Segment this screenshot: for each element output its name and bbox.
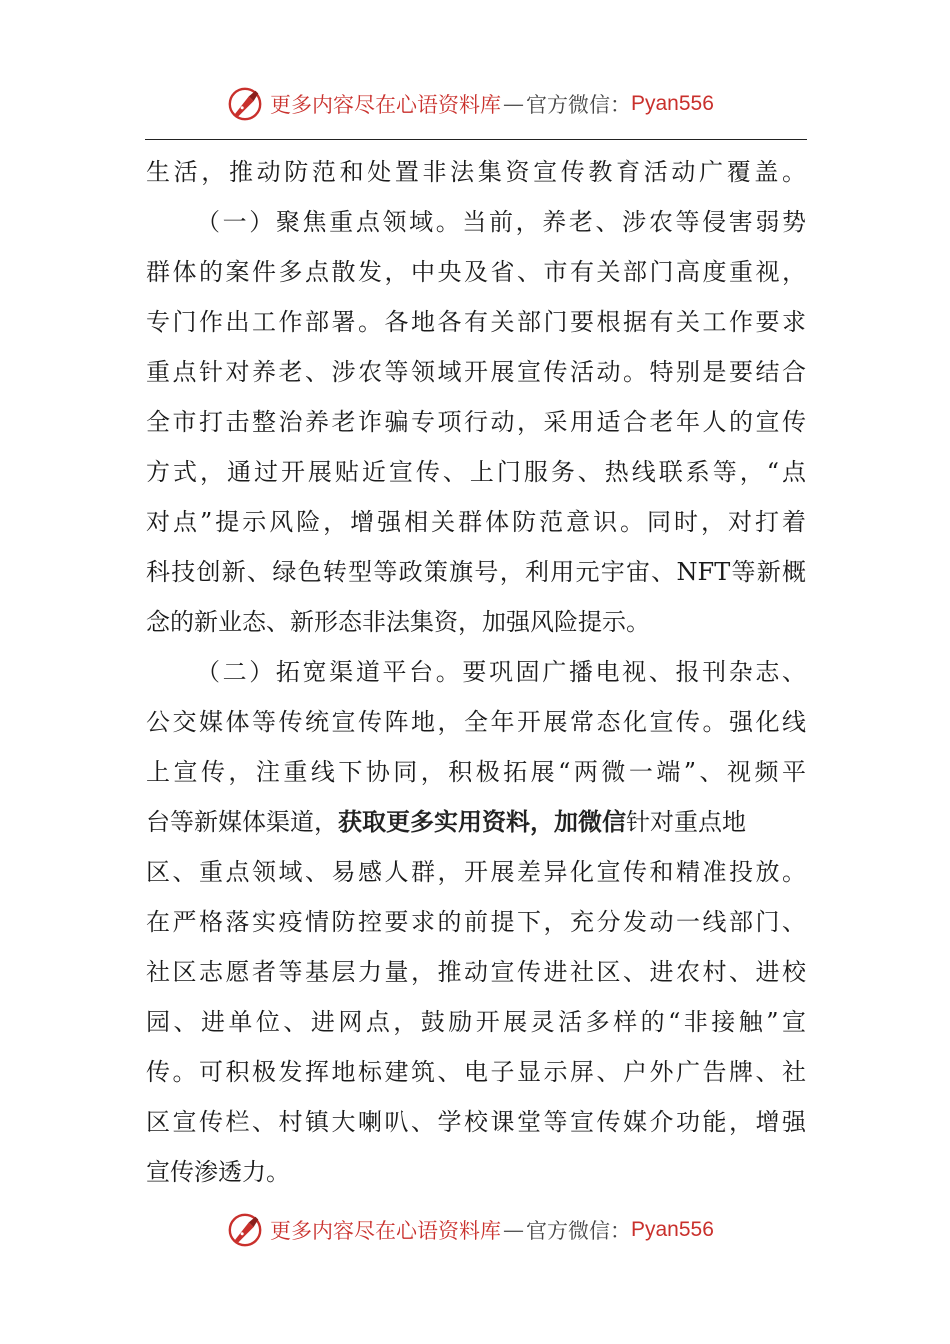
pen-nib-logo-icon bbox=[226, 1211, 264, 1249]
header-site-text: 更多内容尽在心语资料库 bbox=[270, 93, 501, 117]
body-line: 宣传渗透力。 bbox=[146, 1158, 290, 1186]
body-segment: 台等新媒体渠道， bbox=[146, 808, 338, 836]
body-line: 群体的案件多点散发，中央及省、市有关部门高度重视， bbox=[146, 258, 806, 286]
body-line: 公交媒体等传统宣传阵地，全年开展常态化宣传。强化线 bbox=[146, 708, 806, 736]
body-line: 社区志愿者等基层力量，推动宣传进社区、进农村、进校 bbox=[146, 958, 806, 986]
body-line: 念的新业态、新形态非法集资，加强风险提示。 bbox=[146, 608, 650, 636]
body-line-mixed bbox=[146, 797, 806, 847]
footer-wechat-label: 官方微信： bbox=[526, 1219, 631, 1243]
body-segment: 针对重点地 bbox=[626, 808, 746, 836]
header-wechat-label: 官方微信： bbox=[526, 93, 631, 117]
body-line: 重点针对养老、涉农等领域开展宣传活动。特别是要结合 bbox=[146, 358, 806, 386]
body-line: 全市打击整治养老诈骗专项行动，采用适合老年人的宣传 bbox=[146, 408, 806, 436]
body-line: 专门作出工作部署。各地各有关部门要根据有关工作要求 bbox=[146, 308, 806, 336]
footer-wechat-id: Pyan556 bbox=[631, 1218, 714, 1241]
document-body bbox=[146, 147, 806, 1197]
header-separator: — bbox=[503, 92, 524, 116]
body-line: 园、进单位、进网点，鼓励开展灵活多样的“非接触”宣 bbox=[146, 1008, 806, 1036]
promo-inline-text: 获取更多实用资料，加微信 bbox=[338, 809, 626, 836]
footer-separator: — bbox=[503, 1218, 524, 1242]
footer-site-text: 更多内容尽在心语资料库 bbox=[270, 1219, 501, 1243]
body-line: 方式，通过开展贴近宣传、上门服务、热线联系等，“点 bbox=[146, 458, 806, 486]
body-line: 区宣传栏、村镇大喇叭、学校课堂等宣传媒介功能，增强 bbox=[146, 1108, 806, 1136]
body-line: （二）拓宽渠道平台。要巩固广播电视、报刊杂志、 bbox=[196, 658, 806, 686]
header-banner bbox=[226, 84, 726, 124]
body-line: 对点”提示风险，增强相关群体防范意识。同时，对打着 bbox=[146, 508, 806, 536]
body-line: 区、重点领域、易感人群，开展差异化宣传和精准投放。 bbox=[146, 858, 806, 886]
body-line: 上宣传，注重线下协同，积极拓展“两微一端”、视频平 bbox=[146, 758, 806, 786]
body-line: 生活，推动防范和处置非法集资宣传教育活动广覆盖。 bbox=[146, 158, 806, 186]
body-line: 科技创新、绿色转型等政策旗号，利用元宇宙、NFT等新概 bbox=[146, 558, 806, 586]
body-line: （一）聚焦重点领域。当前，养老、涉农等侵害弱势 bbox=[196, 208, 806, 236]
header-divider bbox=[145, 139, 807, 140]
body-line: 在严格落实疫情防控要求的前提下，充分发动一线部门、 bbox=[146, 908, 806, 936]
header-wechat-id: Pyan556 bbox=[631, 92, 714, 115]
footer-banner bbox=[226, 1210, 726, 1250]
body-line: 传。可积极发挥地标建筑、电子显示屏、户外广告牌、社 bbox=[146, 1058, 806, 1086]
pen-nib-logo-icon bbox=[226, 85, 264, 123]
